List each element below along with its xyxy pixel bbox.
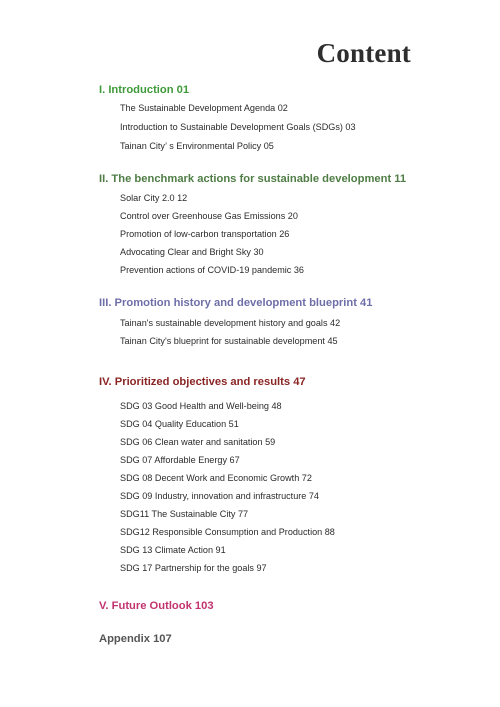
- toc-entry[interactable]: Introduction to Sustainable Development Goals (SDGs) 03: [120, 122, 356, 132]
- toc-entry[interactable]: SDG 04 Quality Education 51: [120, 419, 239, 429]
- section-heading-benchmark-actions[interactable]: II. The benchmark actions for sustainable development 11: [99, 173, 407, 185]
- toc-entry[interactable]: Tainan City's blueprint for sustainable development 45: [120, 336, 338, 346]
- toc-entry[interactable]: SDG12 Responsible Consumption and Production 88: [120, 527, 335, 537]
- toc-entry[interactable]: Tainan's sustainable development history and goals 42: [120, 318, 341, 328]
- section-heading-appendix[interactable]: Appendix 107: [99, 633, 172, 645]
- toc-entry[interactable]: SDG11 The Sustainable City 77: [120, 509, 249, 519]
- section-heading-introduction[interactable]: I. Introduction 01: [99, 84, 190, 96]
- section-heading-future-outlook[interactable]: V. Future Outlook 103: [99, 600, 214, 612]
- toc-entry[interactable]: SDG 09 Industry, innovation and infrastructure 74: [120, 491, 319, 501]
- page-title: Content: [316, 38, 411, 68]
- toc-entry[interactable]: SDG 08 Decent Work and Economic Growth 72: [120, 473, 312, 483]
- toc-entry[interactable]: Advocating Clear and Bright Sky 30: [120, 247, 264, 257]
- toc-entry[interactable]: The Sustainable Development Agenda 02: [120, 103, 288, 113]
- toc-entry[interactable]: SDG 17 Partnership for the goals 97: [120, 563, 267, 573]
- toc-entry[interactable]: SDG 06 Clean water and sanitation 59: [120, 437, 276, 447]
- toc-entry[interactable]: SDG 13 Climate Action 91: [120, 545, 226, 555]
- section-heading-prioritized-objectives[interactable]: IV. Prioritized objectives and results 47: [99, 376, 306, 388]
- toc-entry[interactable]: Tainan City’ s Environmental Policy 05: [120, 141, 274, 151]
- toc-entry[interactable]: Control over Greenhouse Gas Emissions 20: [120, 211, 298, 221]
- toc-entry[interactable]: SDG 07 Affordable Energy 67: [120, 455, 240, 465]
- toc-entry[interactable]: Prevention actions of COVID-19 pandemic 36: [120, 265, 304, 275]
- section-heading-promotion-history[interactable]: III. Promotion history and development blueprint 41: [99, 297, 373, 309]
- toc-entry[interactable]: Promotion of low-carbon transportation 26: [120, 229, 290, 239]
- toc-entry[interactable]: Solar City 2.0 12: [120, 193, 188, 203]
- toc-entry[interactable]: SDG 03 Good Health and Well-being 48: [120, 401, 282, 411]
